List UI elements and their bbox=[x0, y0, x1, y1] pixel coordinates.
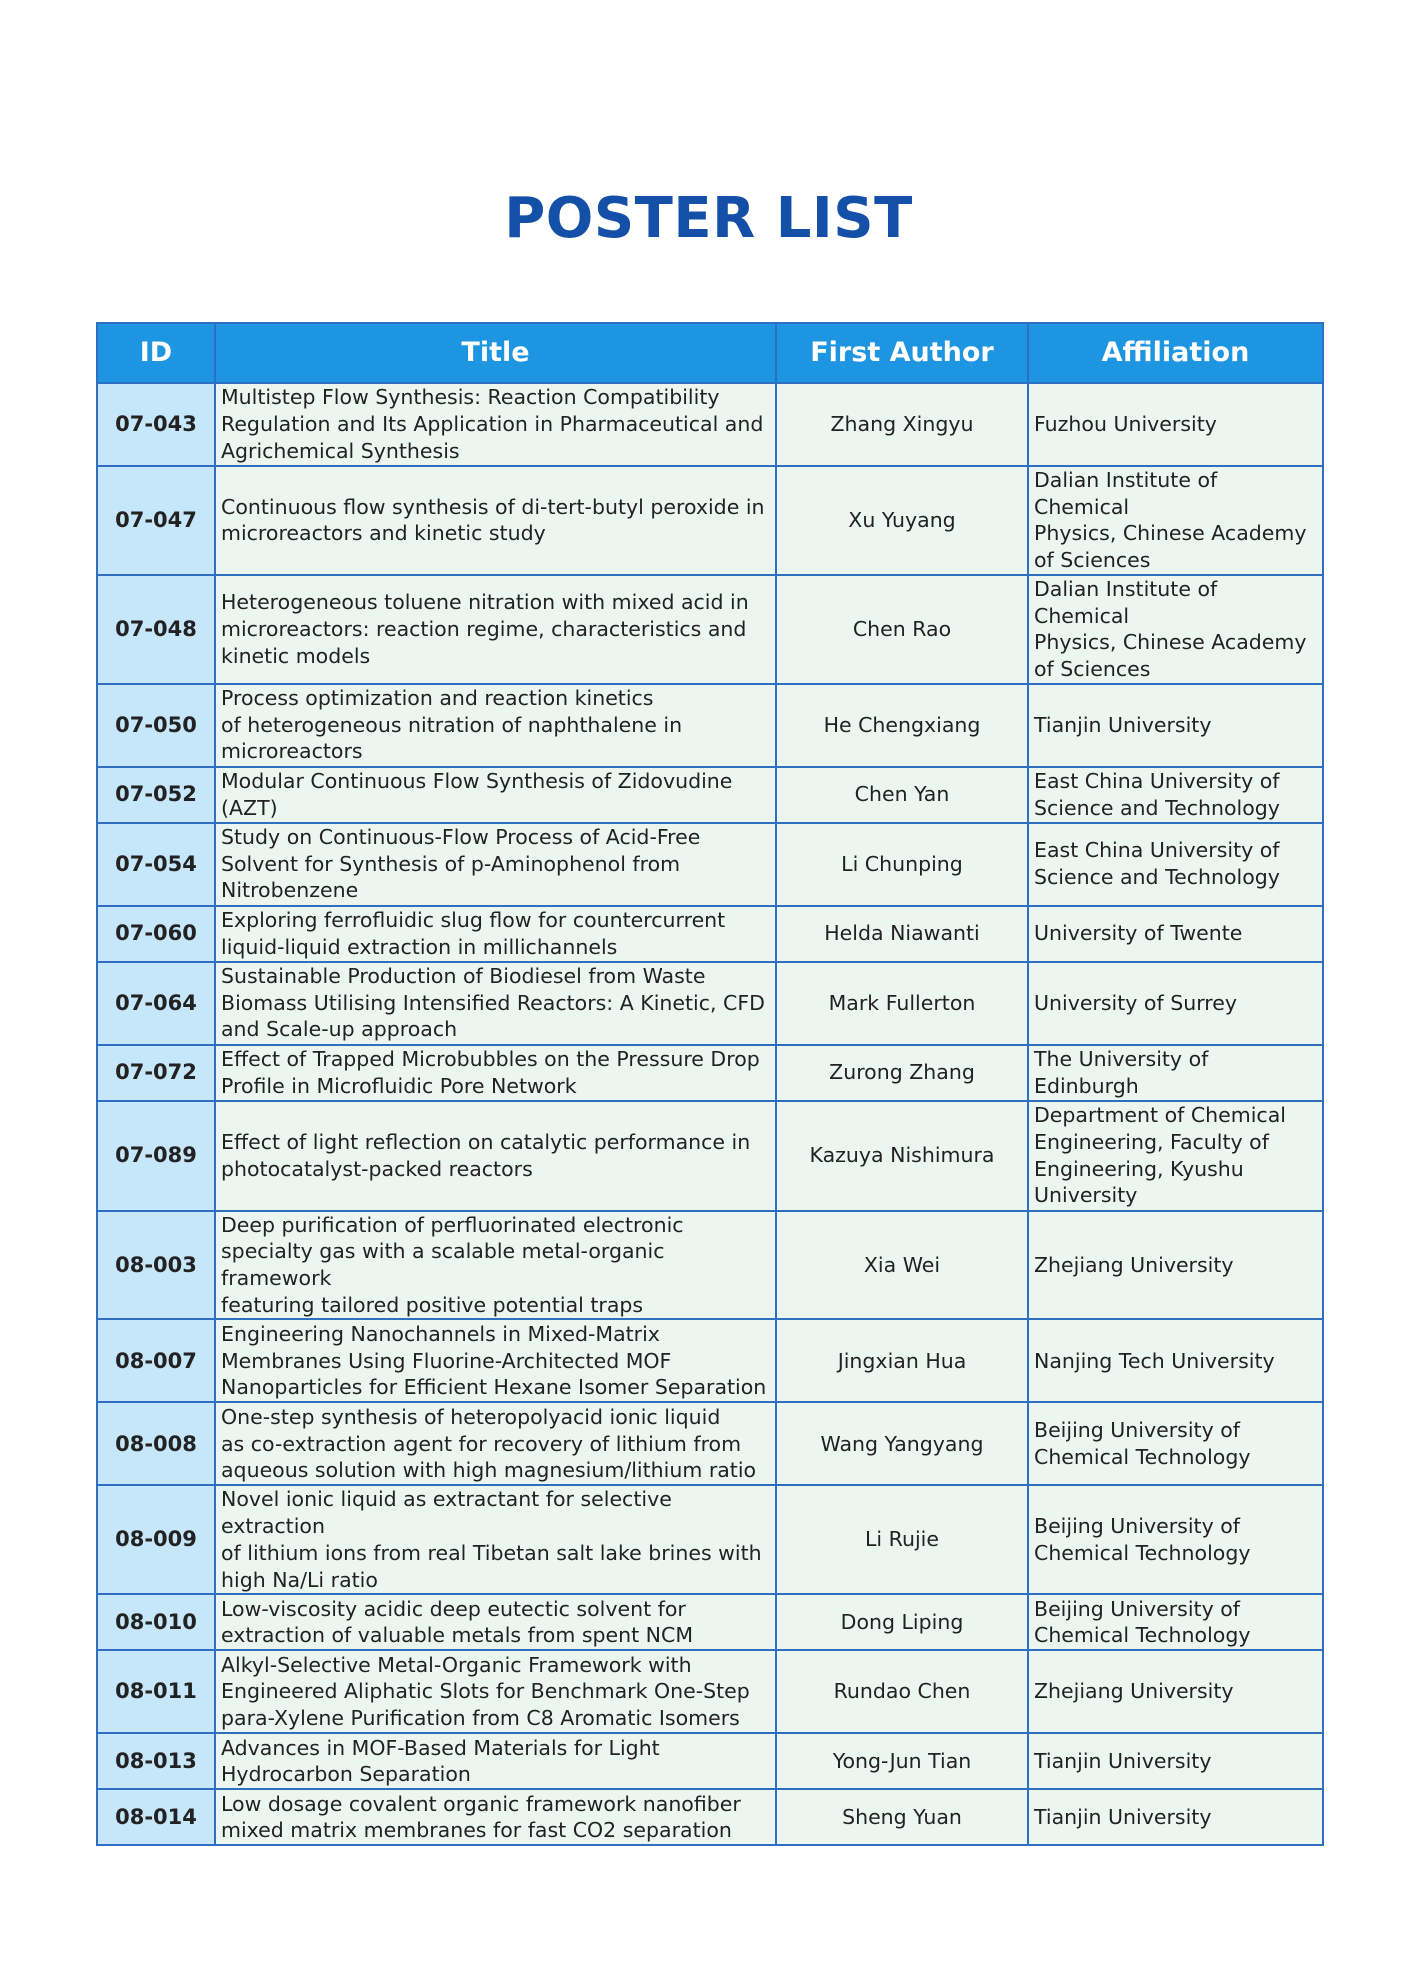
poster-title-line: Low dosage covalent organic framework nanofiber bbox=[221, 1791, 741, 1816]
affiliation-line: Tianjin University bbox=[1034, 1748, 1212, 1773]
poster-title bbox=[215, 1650, 776, 1733]
poster-title bbox=[215, 906, 776, 962]
poster-title-line: Deep purification of perfluorinated electronic bbox=[221, 1212, 684, 1237]
poster-title-line: Alkyl-Selective Metal-Organic Framework with bbox=[221, 1652, 692, 1677]
affiliation-line: of Sciences bbox=[1034, 548, 1151, 573]
first-author: Wang Yangyang bbox=[776, 1402, 1028, 1485]
affiliation bbox=[1028, 1594, 1323, 1650]
affiliation bbox=[1028, 466, 1323, 575]
poster-title-line: photocatalyst-packed reactors bbox=[221, 1156, 533, 1181]
poster-id: 07-064 bbox=[97, 962, 215, 1045]
poster-title-line: aqueous solution with high magnesium/lithium ratio bbox=[221, 1458, 757, 1483]
poster-id: 07-043 bbox=[97, 383, 215, 466]
first-author: Chen Yan bbox=[776, 767, 1028, 823]
table-row bbox=[97, 906, 1323, 962]
first-author: Zhang Xingyu bbox=[776, 383, 1028, 466]
table-row bbox=[97, 1402, 1323, 1485]
poster-title-line: microreactors and kinetic study bbox=[221, 521, 546, 546]
affiliation-line: Beijing University of bbox=[1034, 1596, 1240, 1621]
affiliation bbox=[1028, 1101, 1323, 1211]
poster-title-line: of lithium ions from real Tibetan salt lake brines with bbox=[221, 1540, 762, 1565]
table-row bbox=[97, 1733, 1323, 1789]
poster-title bbox=[215, 1045, 776, 1101]
table-row bbox=[97, 466, 1323, 575]
poster-title-line: Sustainable Production of Biodiesel from Waste bbox=[221, 964, 706, 989]
affiliation bbox=[1028, 962, 1323, 1045]
poster-title-line: mixed matrix membranes for fast CO2 separation bbox=[221, 1818, 732, 1843]
affiliation bbox=[1028, 1045, 1323, 1101]
affiliation-line: Physics, Chinese Academy bbox=[1034, 630, 1307, 655]
poster-title bbox=[215, 684, 776, 767]
first-author: Mark Fullerton bbox=[776, 962, 1028, 1045]
poster-title-line: Study on Continuous-Flow Process of Acid-Free bbox=[221, 825, 701, 850]
header-title: Title bbox=[215, 323, 776, 383]
affiliation-line: Engineering, Faculty of bbox=[1034, 1129, 1269, 1154]
affiliation bbox=[1028, 684, 1323, 767]
affiliation bbox=[1028, 1402, 1323, 1485]
table-row bbox=[97, 1594, 1323, 1650]
poster-id: 07-054 bbox=[97, 823, 215, 906]
poster-title-line: microreactors bbox=[221, 739, 363, 764]
poster-title-line: Nitrobenzene bbox=[221, 878, 359, 903]
affiliation-line: East China University of bbox=[1034, 768, 1280, 793]
poster-id: 08-013 bbox=[97, 1733, 215, 1789]
affiliation-line: Zhejiang University bbox=[1034, 1252, 1234, 1277]
first-author: Yong-Jun Tian bbox=[776, 1733, 1028, 1789]
first-author: Xu Yuyang bbox=[776, 466, 1028, 575]
poster-id: 08-007 bbox=[97, 1319, 215, 1402]
affiliation-line: Zhejiang University bbox=[1034, 1679, 1234, 1704]
table-row bbox=[97, 1319, 1323, 1402]
poster-id: 07-047 bbox=[97, 466, 215, 575]
affiliation bbox=[1028, 1650, 1323, 1733]
affiliation-line: of Sciences bbox=[1034, 656, 1151, 681]
poster-title bbox=[215, 1733, 776, 1789]
poster-title-line: One-step synthesis of heteropolyacid ionic liquid bbox=[221, 1404, 721, 1429]
poster-title-line: Advances in MOF-Based Materials for Light bbox=[221, 1735, 660, 1760]
poster-title-line: Engineered Aliphatic Slots for Benchmark One-Step bbox=[221, 1679, 750, 1704]
poster-id: 08-010 bbox=[97, 1594, 215, 1650]
affiliation-line: University of Surrey bbox=[1034, 990, 1237, 1015]
first-author: Helda Niawanti bbox=[776, 906, 1028, 962]
poster-title-line: Solvent for Synthesis of p-Aminophenol from bbox=[221, 851, 681, 876]
poster-title bbox=[215, 1101, 776, 1211]
affiliation-line: University bbox=[1034, 1183, 1138, 1208]
poster-id: 08-009 bbox=[97, 1485, 215, 1594]
affiliation-line: Nanjing Tech University bbox=[1034, 1348, 1275, 1373]
table-header bbox=[97, 323, 1323, 383]
poster-title-line: Multistep Flow Synthesis: Reaction Compatibility bbox=[221, 385, 720, 410]
first-author: He Chengxiang bbox=[776, 684, 1028, 767]
first-author: Zurong Zhang bbox=[776, 1045, 1028, 1101]
first-author: Rundao Chen bbox=[776, 1650, 1028, 1733]
poster-title-line: Agrichemical Synthesis bbox=[221, 438, 460, 463]
poster-title-line: high Na/Li ratio bbox=[221, 1567, 378, 1592]
affiliation-line: Physics, Chinese Academy bbox=[1034, 521, 1307, 546]
table-row bbox=[97, 1650, 1323, 1733]
affiliation bbox=[1028, 575, 1323, 684]
poster-title bbox=[215, 575, 776, 684]
first-author: Li Chunping bbox=[776, 823, 1028, 906]
affiliation bbox=[1028, 1789, 1323, 1845]
poster-title-line: Exploring ferrofluidic slug flow for countercurrent bbox=[221, 907, 726, 932]
poster-title-line: Effect of light reflection on catalytic performance in bbox=[221, 1129, 751, 1154]
poster-id: 07-052 bbox=[97, 767, 215, 823]
poster-id: 07-048 bbox=[97, 575, 215, 684]
poster-title-line: Modular Continuous Flow Synthesis of Zidovudine bbox=[221, 768, 733, 793]
poster-id: 07-072 bbox=[97, 1045, 215, 1101]
first-author: Kazuya Nishimura bbox=[776, 1101, 1028, 1211]
affiliation-line: Dalian Institute of Chemical bbox=[1034, 468, 1218, 519]
affiliation-line: The University of Edinburgh bbox=[1034, 1046, 1209, 1098]
poster-title bbox=[215, 1485, 776, 1594]
table-row bbox=[97, 1101, 1323, 1211]
table-row bbox=[97, 1485, 1323, 1594]
table-row bbox=[97, 684, 1323, 767]
affiliation-line: Chemical Technology bbox=[1034, 1540, 1251, 1565]
affiliation-line: Tianjin University bbox=[1034, 1804, 1212, 1829]
poster-title-line: extraction of valuable metals from spent NCM bbox=[221, 1623, 694, 1648]
affiliation-line: Science and Technology bbox=[1034, 795, 1280, 820]
table-row bbox=[97, 823, 1323, 906]
poster-title-line: Novel ionic liquid as extractant for selective extraction bbox=[221, 1487, 672, 1539]
table-row bbox=[97, 767, 1323, 823]
affiliation bbox=[1028, 767, 1323, 823]
poster-title bbox=[215, 1211, 776, 1320]
affiliation bbox=[1028, 906, 1323, 962]
poster-title-line: Profile in Microfluidic Pore Network bbox=[221, 1073, 577, 1098]
table-body bbox=[97, 383, 1323, 1845]
poster-title-line: specialty gas with a scalable metal-organic framework bbox=[221, 1239, 665, 1291]
poster-title bbox=[215, 383, 776, 466]
header-affiliation: Affiliation bbox=[1028, 323, 1323, 383]
first-author: Sheng Yuan bbox=[776, 1789, 1028, 1845]
header-first-author: First Author bbox=[776, 323, 1028, 383]
affiliation bbox=[1028, 823, 1323, 906]
poster-title-line: Biomass Utilising Intensified Reactors: A Kinetic, CFD bbox=[221, 990, 765, 1015]
affiliation bbox=[1028, 1485, 1323, 1594]
poster-title bbox=[215, 962, 776, 1045]
first-author: Xia Wei bbox=[776, 1211, 1028, 1320]
first-author: Chen Rao bbox=[776, 575, 1028, 684]
affiliation-line: University of Twente bbox=[1034, 921, 1243, 946]
page-title: POSTER LIST bbox=[504, 186, 913, 251]
table-row bbox=[97, 1211, 1323, 1320]
first-author: Jingxian Hua bbox=[776, 1319, 1028, 1402]
affiliation-line: Chemical Technology bbox=[1034, 1623, 1251, 1648]
table-row bbox=[97, 575, 1323, 684]
affiliation bbox=[1028, 383, 1323, 466]
poster-title-line: featuring tailored positive potential traps bbox=[221, 1292, 644, 1317]
poster-title-line: Effect of Trapped Microbubbles on the Pressure Drop bbox=[221, 1046, 760, 1071]
affiliation-line: Science and Technology bbox=[1034, 865, 1280, 890]
affiliation-line: Engineering, Kyushu bbox=[1034, 1156, 1244, 1181]
poster-title bbox=[215, 767, 776, 823]
poster-title bbox=[215, 1402, 776, 1485]
poster-title-line: Engineering Nanochannels in Mixed-Matrix bbox=[221, 1321, 660, 1346]
poster-title-line: microreactors: reaction regime, characteristics and bbox=[221, 616, 747, 641]
affiliation bbox=[1028, 1211, 1323, 1320]
poster-id: 07-050 bbox=[97, 684, 215, 767]
table-row bbox=[97, 383, 1323, 466]
poster-title-line: Heterogeneous toluene nitration with mixed acid in bbox=[221, 590, 749, 615]
affiliation bbox=[1028, 1319, 1323, 1402]
poster-title-line: of heterogeneous nitration of naphthalene in bbox=[221, 712, 683, 737]
poster-title-line: Membranes Using Fluorine-Architected MOF bbox=[221, 1348, 672, 1373]
poster-id: 07-060 bbox=[97, 906, 215, 962]
poster-title-line: Continuous flow synthesis of di-tert-butyl peroxide in bbox=[221, 494, 765, 519]
affiliation-line: Beijing University of bbox=[1034, 1514, 1240, 1539]
poster-title bbox=[215, 466, 776, 575]
poster-id: 08-008 bbox=[97, 1402, 215, 1485]
first-author: Li Rujie bbox=[776, 1485, 1028, 1594]
affiliation-line: East China University of bbox=[1034, 838, 1280, 863]
poster-title bbox=[215, 1594, 776, 1650]
first-author: Dong Liping bbox=[776, 1594, 1028, 1650]
poster-title-line: Nanoparticles for Efficient Hexane Isomer Separation bbox=[221, 1375, 767, 1400]
poster-title-line: Regulation and Its Application in Pharmaceutical and bbox=[221, 412, 764, 437]
poster-title bbox=[215, 1319, 776, 1402]
header-id: ID bbox=[97, 323, 215, 383]
poster-title-line: kinetic models bbox=[221, 643, 371, 668]
poster-title-line: para-Xylene Purification from C8 Aromatic Isomers bbox=[221, 1706, 740, 1731]
poster-title-line: (AZT) bbox=[221, 795, 278, 820]
poster-id: 08-014 bbox=[97, 1789, 215, 1845]
affiliation-line: Fuzhou University bbox=[1034, 412, 1217, 437]
poster-table bbox=[96, 322, 1324, 1846]
poster-id: 08-003 bbox=[97, 1211, 215, 1320]
table-row bbox=[97, 1045, 1323, 1101]
affiliation-line: Chemical Technology bbox=[1034, 1444, 1251, 1469]
poster-title bbox=[215, 1789, 776, 1845]
affiliation-line: Dalian Institute of Chemical bbox=[1034, 576, 1218, 628]
table-row bbox=[97, 1789, 1323, 1845]
poster-title-line: Hydrocarbon Separation bbox=[221, 1762, 471, 1787]
poster-id: 08-011 bbox=[97, 1650, 215, 1733]
affiliation-line: Department of Chemical bbox=[1034, 1103, 1286, 1128]
poster-id: 07-089 bbox=[97, 1101, 215, 1211]
affiliation-line: Beijing University of bbox=[1034, 1418, 1240, 1443]
poster-title-line: Process optimization and reaction kinetics bbox=[221, 686, 654, 711]
poster-title bbox=[215, 823, 776, 906]
header-row bbox=[97, 323, 1323, 383]
affiliation bbox=[1028, 1733, 1323, 1789]
affiliation-line: Tianjin University bbox=[1034, 712, 1212, 737]
poster-title-line: Low-viscosity acidic deep eutectic solvent for bbox=[221, 1596, 686, 1621]
poster-title-line: liquid-liquid extraction in millichannels bbox=[221, 934, 618, 959]
table-row bbox=[97, 962, 1323, 1045]
poster-title-line: as co-extraction agent for recovery of lithium from bbox=[221, 1431, 742, 1456]
poster-title-line: and Scale-up approach bbox=[221, 1017, 458, 1042]
